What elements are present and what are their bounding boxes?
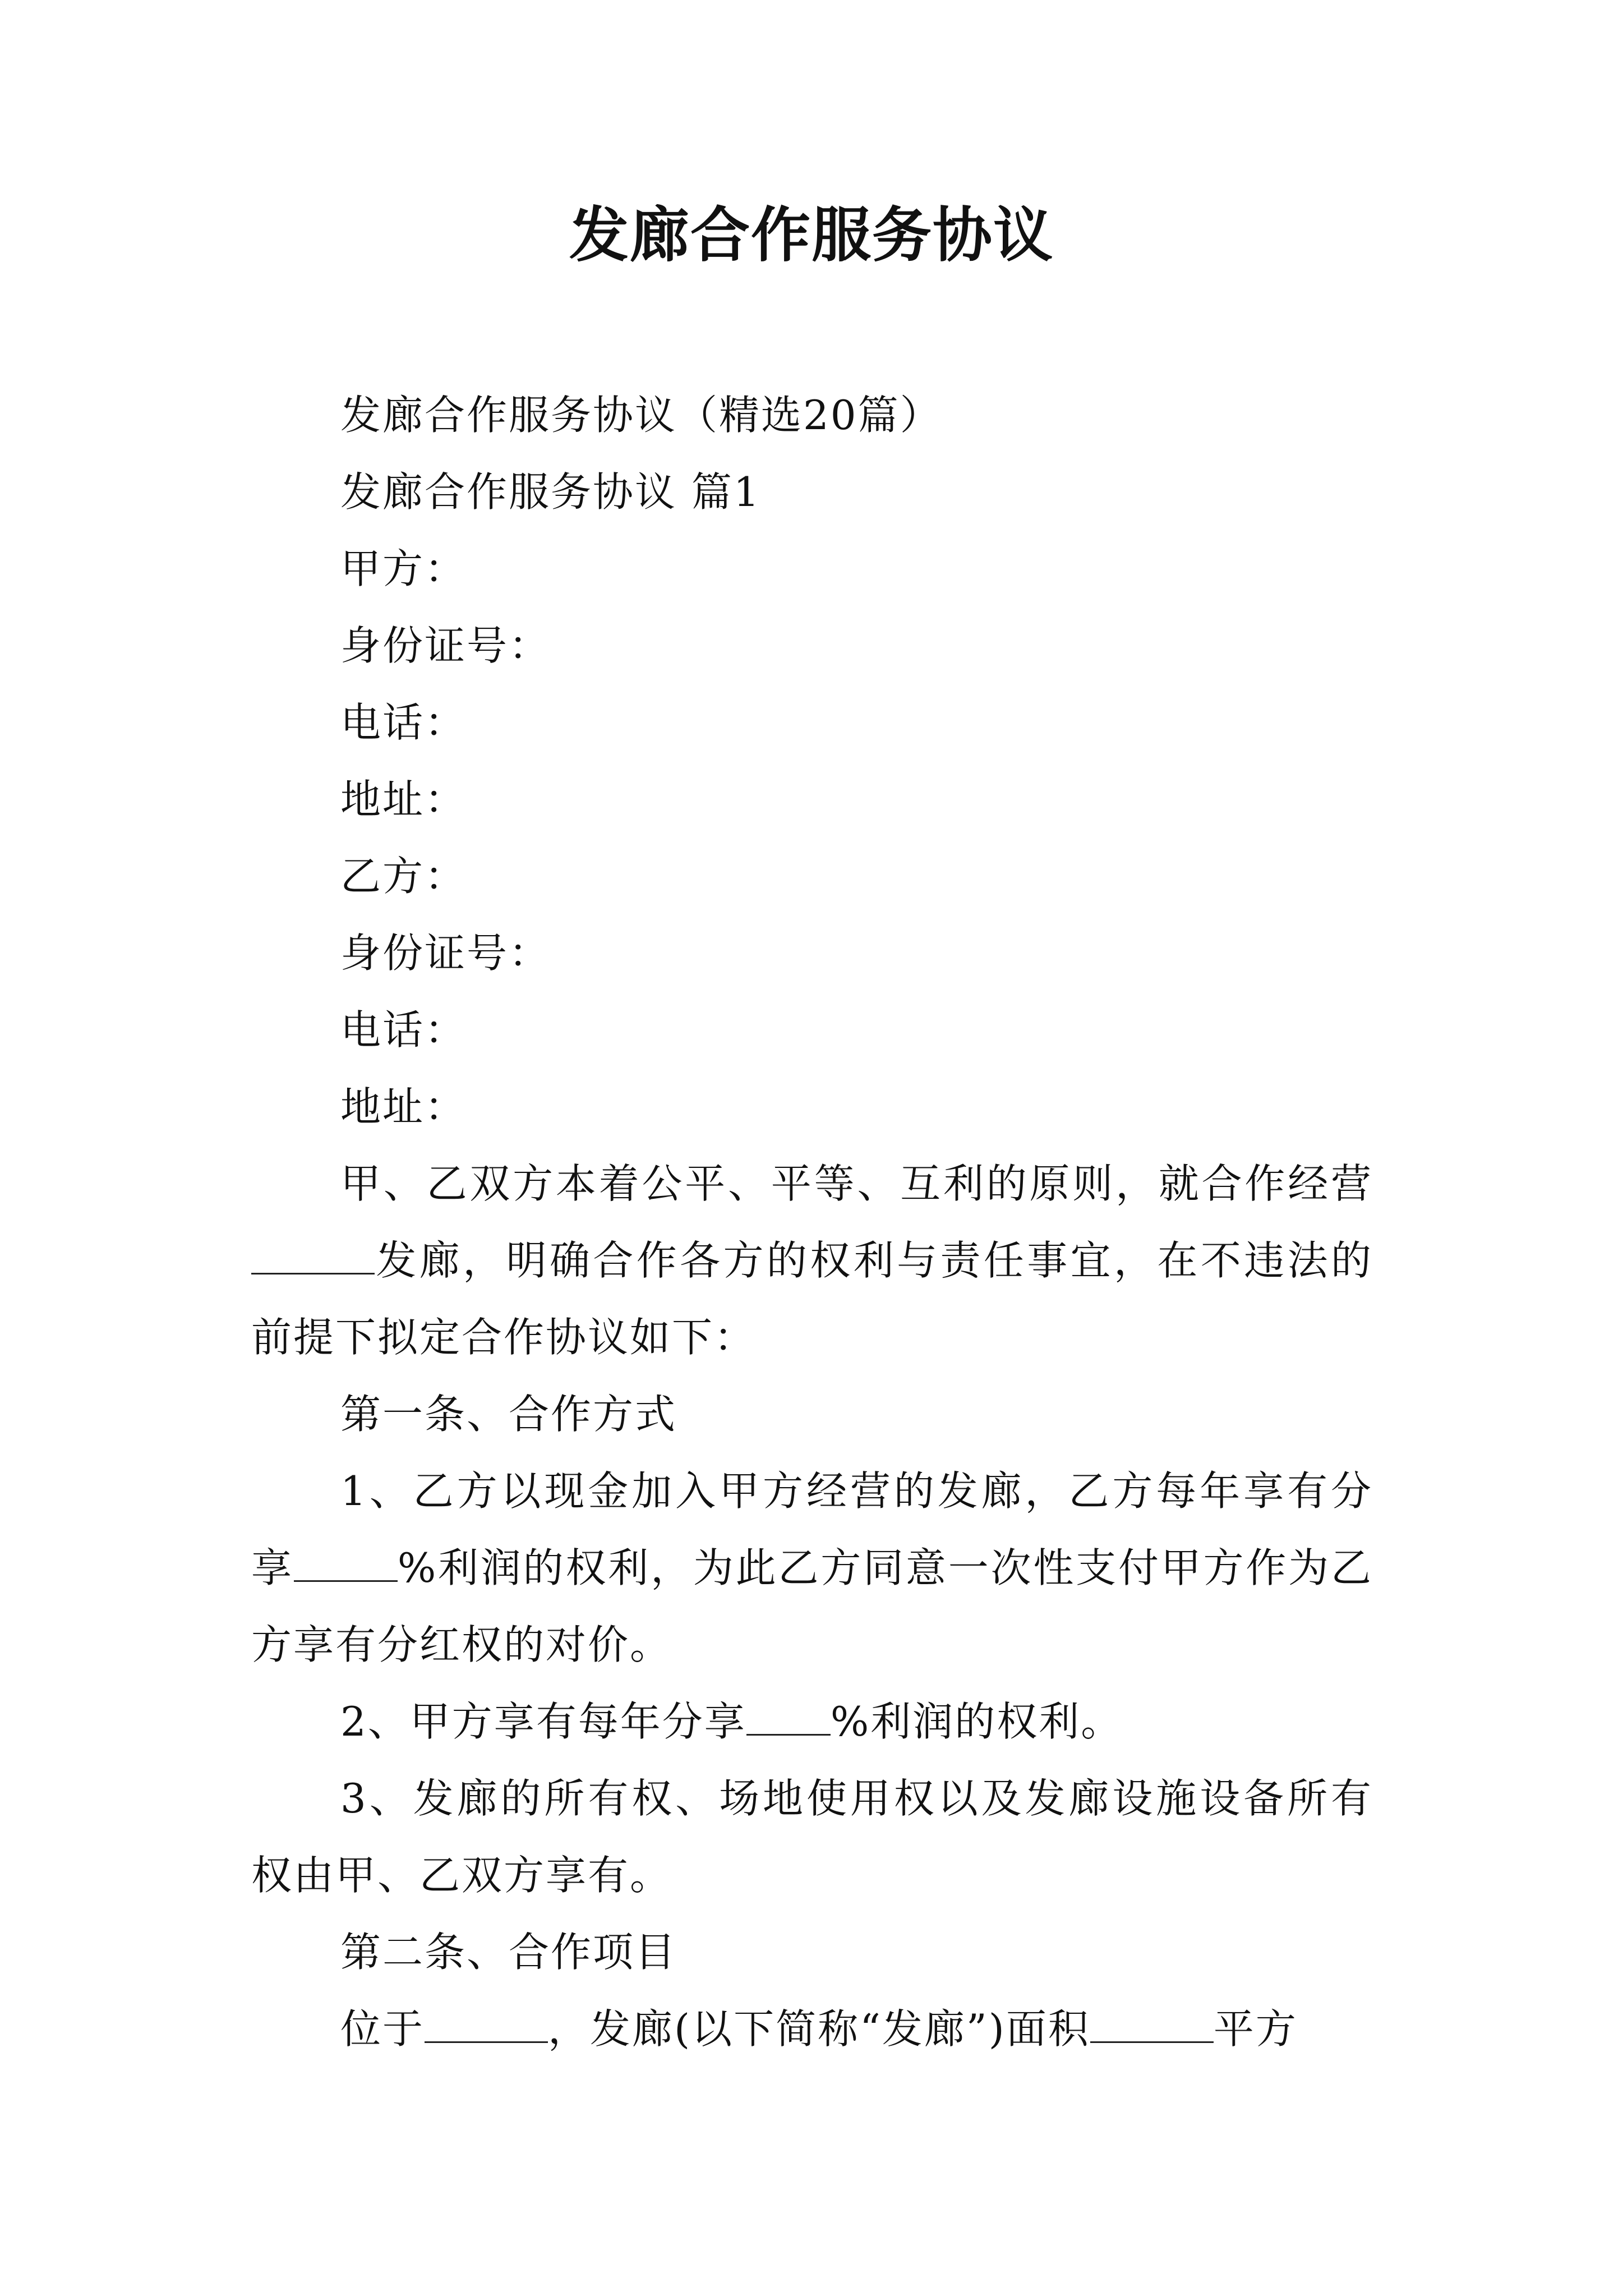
party-a-phone-label: 电话： <box>340 699 467 746</box>
party-a-address-label: 地址： <box>340 776 467 823</box>
article-heading: 发廊合作服务协议 篇1 <box>340 468 761 516</box>
subtitle-line: 发廊合作服务协议（精选20篇） <box>340 392 942 439</box>
location-blank <box>425 2008 548 2043</box>
location-text-1: 位于 <box>340 2005 425 2053</box>
section1-item2 <box>251 1683 1373 1760</box>
location-text-3: 平方 <box>1213 2005 1298 2053</box>
intro-text-2: 发廊，明确合作各方的权利与责任事宜，在不违法的前提下拟定合作协议如下： <box>251 1237 1373 1361</box>
section1-item1 <box>251 1453 1373 1683</box>
party-a-label: 甲方： <box>340 545 467 592</box>
document-body <box>251 377 1373 2068</box>
intro-paragraph <box>251 1145 1373 1376</box>
party-a-share-blank <box>746 1700 831 1736</box>
document-title: 发廊合作服务协议 <box>569 201 1054 270</box>
item2-text-1: 2、甲方享有每年分享 <box>340 1698 746 1745</box>
party-b-address-label: 地址： <box>340 1083 467 1130</box>
item1-text-2: %利润的权利，为此乙方同意一次性支付甲方作为乙方享有分红权的对价。 <box>251 1544 1373 1668</box>
item1-text-1: 1、乙方以现金加入甲方经营的发廊，乙方每年享有分享 <box>251 1467 1373 1591</box>
location-text-2: ，发廊(以下简称“发廊”)面积 <box>548 2005 1090 2053</box>
party-b-id-label: 身份证号： <box>340 930 551 977</box>
party-b-phone-label: 电话： <box>340 1006 467 1053</box>
item2-text-2: %利润的权利。 <box>830 1698 1123 1745</box>
section2-location <box>251 1991 1373 2068</box>
section1-heading: 第一条、合作方式 <box>340 1391 677 1438</box>
intro-text-1: 甲、乙双方本着公平、平等、互利的原则，就合作经营 <box>340 1160 1373 1207</box>
party-b-share-blank <box>294 1547 398 1582</box>
party-a-id-label: 身份证号： <box>340 622 551 669</box>
salon-name-blank <box>251 1239 375 1274</box>
party-b-label: 乙方： <box>340 853 467 900</box>
section2-heading: 第二条、合作项目 <box>340 1929 677 1976</box>
section1-item3: 3、发廊的所有权、场地使用权以及发廊设施设备所有权由甲、乙双方享有。 <box>251 1775 1373 1899</box>
area-blank <box>1090 2008 1214 2043</box>
